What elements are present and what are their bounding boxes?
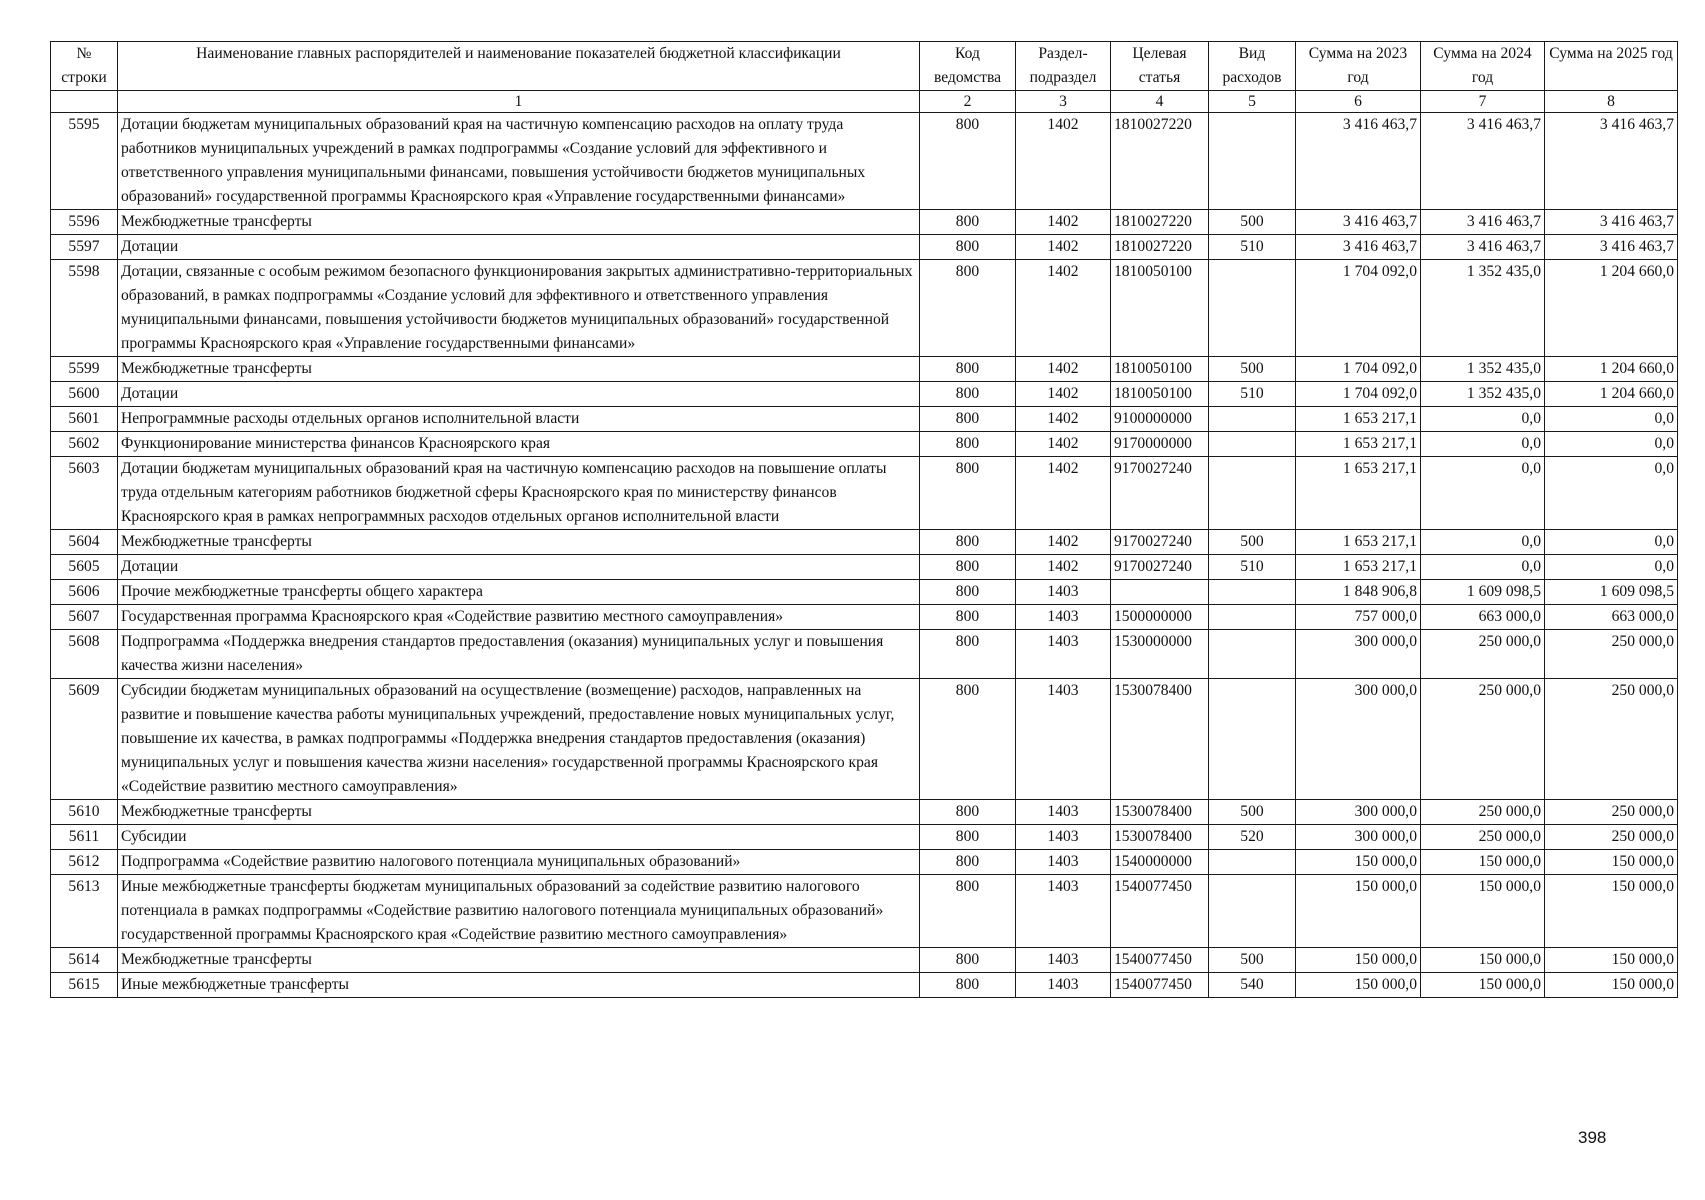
- expense-kind: 500: [1209, 948, 1296, 973]
- sum-2025: 0,0: [1545, 407, 1678, 432]
- sum-2024: 0,0: [1421, 457, 1545, 530]
- sum-2023: 1 848 906,8: [1296, 580, 1421, 605]
- sum-2024: 250 000,0: [1421, 800, 1545, 825]
- target-code: 1540077450: [1111, 973, 1209, 998]
- sum-2025: 663 000,0: [1545, 605, 1678, 630]
- item-name: Дотации: [118, 555, 920, 580]
- dept-code: 800: [920, 357, 1016, 382]
- header-section: Раздел-подраздел: [1016, 42, 1111, 91]
- sum-2024: 150 000,0: [1421, 875, 1545, 948]
- table-row: [51, 407, 1678, 432]
- item-name: Дотации бюджетам муниципальных образований края на частичную компенсацию расходов на повышение оплаты труда отдельным категориям работников бюджетной сферы Красноярского края по министерству финансов Красноярского края в рамках непрограммных расходов отдельных органов исполнительной власти: [118, 457, 920, 530]
- section-code: 1402: [1016, 357, 1111, 382]
- sum-2023: 1 653 217,1: [1296, 530, 1421, 555]
- sum-2025: 0,0: [1545, 555, 1678, 580]
- section-code: 1402: [1016, 235, 1111, 260]
- expense-kind: [1209, 113, 1296, 210]
- target-code: 9170027240: [1111, 555, 1209, 580]
- row-number: 5606: [51, 580, 118, 605]
- dept-code: 800: [920, 530, 1016, 555]
- sum-2025: 3 416 463,7: [1545, 210, 1678, 235]
- sum-2023: 150 000,0: [1296, 850, 1421, 875]
- row-number: 5615: [51, 973, 118, 998]
- budget-table-page: [50, 41, 1678, 998]
- expense-kind: [1209, 407, 1296, 432]
- sum-2024: 250 000,0: [1421, 630, 1545, 679]
- row-number: 5597: [51, 235, 118, 260]
- sum-2023: 150 000,0: [1296, 875, 1421, 948]
- sum-2024: 150 000,0: [1421, 850, 1545, 875]
- page-number: 398: [1578, 1128, 1607, 1147]
- section-code: 1402: [1016, 260, 1111, 357]
- dept-code: 800: [920, 875, 1016, 948]
- header-kind: Вид расходов: [1209, 42, 1296, 91]
- section-code: 1403: [1016, 875, 1111, 948]
- item-name: Дотации бюджетам муниципальных образований края на частичную компенсацию расходов на оплату труда работников муниципальных учреждений в рамках подпрограммы «Создание условий для эффективного и ответственного управления муниципальными финансами, повышения устойчивости бюджетов муниципальных образований» государственной программы Красноярского края «Управление государственными финансами»: [118, 113, 920, 210]
- header-sum-2023: Сумма на 2023 год: [1296, 42, 1421, 91]
- sum-2023: 1 653 217,1: [1296, 407, 1421, 432]
- table-row: [51, 580, 1678, 605]
- header-sum-2025: Сумма на 2025 год: [1545, 42, 1678, 91]
- column-index: 1: [118, 91, 920, 113]
- section-code: 1403: [1016, 580, 1111, 605]
- target-code: 1810027220: [1111, 235, 1209, 260]
- target-code: 9170000000: [1111, 432, 1209, 457]
- sum-2023: 1 704 092,0: [1296, 260, 1421, 357]
- sum-2023: 300 000,0: [1296, 825, 1421, 850]
- item-name: Межбюджетные трансферты: [118, 530, 920, 555]
- sum-2025: 250 000,0: [1545, 630, 1678, 679]
- target-code: 1530000000: [1111, 630, 1209, 679]
- expense-kind: 510: [1209, 382, 1296, 407]
- sum-2023: 150 000,0: [1296, 973, 1421, 998]
- sum-2023: 757 000,0: [1296, 605, 1421, 630]
- table-body: [51, 113, 1678, 998]
- row-number: 5611: [51, 825, 118, 850]
- expense-kind: [1209, 875, 1296, 948]
- header-sum-2024: Сумма на 2024 год: [1421, 42, 1545, 91]
- dept-code: 800: [920, 605, 1016, 630]
- row-number: 5595: [51, 113, 118, 210]
- table-row: [51, 605, 1678, 630]
- table-row: [51, 825, 1678, 850]
- sum-2024: 150 000,0: [1421, 948, 1545, 973]
- budget-table: [50, 41, 1678, 998]
- table-row: [51, 357, 1678, 382]
- row-number: 5598: [51, 260, 118, 357]
- target-code: 1810050100: [1111, 382, 1209, 407]
- row-number: 5603: [51, 457, 118, 530]
- row-number: 5601: [51, 407, 118, 432]
- target-code: 1810027220: [1111, 113, 1209, 210]
- table-row: [51, 432, 1678, 457]
- item-name: Подпрограмма «Поддержка внедрения стандартов предоставления (оказания) муниципальных услуг и повышения качества жизни населения»: [118, 630, 920, 679]
- sum-2024: 250 000,0: [1421, 679, 1545, 800]
- header-row-no: № строки: [51, 42, 118, 91]
- row-number: 5607: [51, 605, 118, 630]
- row-number: 5596: [51, 210, 118, 235]
- section-code: 1403: [1016, 605, 1111, 630]
- dept-code: 800: [920, 580, 1016, 605]
- sum-2023: 1 653 217,1: [1296, 555, 1421, 580]
- expense-kind: 510: [1209, 555, 1296, 580]
- row-number: 5604: [51, 530, 118, 555]
- sum-2023: 300 000,0: [1296, 630, 1421, 679]
- sum-2025: 3 416 463,7: [1545, 235, 1678, 260]
- sum-2023: 1 704 092,0: [1296, 382, 1421, 407]
- sum-2025: 0,0: [1545, 457, 1678, 530]
- table-row: [51, 630, 1678, 679]
- sum-2025: 250 000,0: [1545, 825, 1678, 850]
- sum-2024: 0,0: [1421, 555, 1545, 580]
- section-code: 1402: [1016, 382, 1111, 407]
- target-code: [1111, 580, 1209, 605]
- sum-2024: 1 352 435,0: [1421, 382, 1545, 407]
- expense-kind: 520: [1209, 825, 1296, 850]
- dept-code: 800: [920, 432, 1016, 457]
- target-code: 1530078400: [1111, 800, 1209, 825]
- dept-code: 800: [920, 260, 1016, 357]
- row-number: 5614: [51, 948, 118, 973]
- expense-kind: 510: [1209, 235, 1296, 260]
- table-row: [51, 113, 1678, 210]
- sum-2024: 1 352 435,0: [1421, 357, 1545, 382]
- row-number: 5613: [51, 875, 118, 948]
- table-row: [51, 875, 1678, 948]
- item-name: Прочие межбюджетные трансферты общего характера: [118, 580, 920, 605]
- column-index-row: [51, 91, 1678, 113]
- item-name: Подпрограмма «Содействие развитию налогового потенциала муниципальных образований»: [118, 850, 920, 875]
- expense-kind: 500: [1209, 210, 1296, 235]
- item-name: Межбюджетные трансферты: [118, 948, 920, 973]
- sum-2023: 3 416 463,7: [1296, 235, 1421, 260]
- dept-code: 800: [920, 630, 1016, 679]
- sum-2025: 3 416 463,7: [1545, 113, 1678, 210]
- expense-kind: 500: [1209, 357, 1296, 382]
- row-number: 5600: [51, 382, 118, 407]
- sum-2023: 300 000,0: [1296, 679, 1421, 800]
- table-header: [51, 42, 1678, 113]
- sum-2024: 0,0: [1421, 407, 1545, 432]
- sum-2025: 250 000,0: [1545, 800, 1678, 825]
- expense-kind: 500: [1209, 800, 1296, 825]
- section-code: 1403: [1016, 630, 1111, 679]
- table-row: [51, 800, 1678, 825]
- sum-2024: 3 416 463,7: [1421, 113, 1545, 210]
- sum-2024: 0,0: [1421, 432, 1545, 457]
- item-name: Субсидии бюджетам муниципальных образований на осуществление (возмещение) расходов, направленных на развитие и повышение качества работы муниципальных учреждений, предоставление новых муниципальных услуг, повышение их качества, в рамках подпрограммы «Поддержка внедрения стандартов предоставления (оказания) муниципальных услуг и повышения качества жизни населения» государственной программы Красноярского края «Содействие развитию местного самоуправления»: [118, 679, 920, 800]
- sum-2025: 150 000,0: [1545, 973, 1678, 998]
- row-number: 5605: [51, 555, 118, 580]
- target-code: 1500000000: [1111, 605, 1209, 630]
- row-number: 5609: [51, 679, 118, 800]
- expense-kind: 540: [1209, 973, 1296, 998]
- target-code: 1810050100: [1111, 260, 1209, 357]
- item-name: Непрограммные расходы отдельных органов исполнительной власти: [118, 407, 920, 432]
- table-row: [51, 555, 1678, 580]
- item-name: Дотации: [118, 235, 920, 260]
- dept-code: 800: [920, 800, 1016, 825]
- expense-kind: [1209, 850, 1296, 875]
- section-code: 1403: [1016, 948, 1111, 973]
- item-name: Государственная программа Красноярского края «Содействие развитию местного самоуправления»: [118, 605, 920, 630]
- sum-2023: 1 653 217,1: [1296, 457, 1421, 530]
- section-code: 1402: [1016, 432, 1111, 457]
- dept-code: 800: [920, 210, 1016, 235]
- sum-2024: 3 416 463,7: [1421, 235, 1545, 260]
- sum-2025: 1 204 660,0: [1545, 382, 1678, 407]
- sum-2024: 150 000,0: [1421, 973, 1545, 998]
- table-row: [51, 973, 1678, 998]
- sum-2024: 0,0: [1421, 530, 1545, 555]
- table-row: [51, 948, 1678, 973]
- expense-kind: [1209, 432, 1296, 457]
- dept-code: 800: [920, 382, 1016, 407]
- sum-2025: 0,0: [1545, 432, 1678, 457]
- target-code: 9170027240: [1111, 457, 1209, 530]
- row-number: 5612: [51, 850, 118, 875]
- sum-2024: 250 000,0: [1421, 825, 1545, 850]
- table-row: [51, 382, 1678, 407]
- section-code: 1402: [1016, 555, 1111, 580]
- item-name: Иные межбюджетные трансферты: [118, 973, 920, 998]
- dept-code: 800: [920, 235, 1016, 260]
- sum-2023: 1 653 217,1: [1296, 432, 1421, 457]
- table-row: [51, 235, 1678, 260]
- column-index: 4: [1111, 91, 1209, 113]
- dept-code: 800: [920, 457, 1016, 530]
- target-code: 1540077450: [1111, 948, 1209, 973]
- section-code: 1403: [1016, 679, 1111, 800]
- sum-2024: 1 609 098,5: [1421, 580, 1545, 605]
- expense-kind: 500: [1209, 530, 1296, 555]
- row-number: 5599: [51, 357, 118, 382]
- target-code: 1810027220: [1111, 210, 1209, 235]
- sum-2023: 3 416 463,7: [1296, 113, 1421, 210]
- expense-kind: [1209, 260, 1296, 357]
- target-code: 1530078400: [1111, 679, 1209, 800]
- section-code: 1402: [1016, 113, 1111, 210]
- sum-2025: 0,0: [1545, 530, 1678, 555]
- dept-code: 800: [920, 113, 1016, 210]
- sum-2024: 1 352 435,0: [1421, 260, 1545, 357]
- expense-kind: [1209, 679, 1296, 800]
- table-row: [51, 850, 1678, 875]
- expense-kind: [1209, 457, 1296, 530]
- dept-code: 800: [920, 973, 1016, 998]
- section-code: 1402: [1016, 407, 1111, 432]
- column-index: 5: [1209, 91, 1296, 113]
- item-name: Межбюджетные трансферты: [118, 800, 920, 825]
- item-name: Межбюджетные трансферты: [118, 210, 920, 235]
- row-number: 5610: [51, 800, 118, 825]
- target-code: 9100000000: [1111, 407, 1209, 432]
- table-row: [51, 457, 1678, 530]
- dept-code: 800: [920, 407, 1016, 432]
- expense-kind: [1209, 630, 1296, 679]
- table-row: [51, 210, 1678, 235]
- dept-code: 800: [920, 825, 1016, 850]
- item-name: Иные межбюджетные трансферты бюджетам муниципальных образований за содействие развитию налогового потенциала в рамках подпрограммы «Содействие развитию налогового потенциала муниципальных образований» государственной программы Красноярского края «Содействие развитию местного самоуправления»: [118, 875, 920, 948]
- item-name: Межбюджетные трансферты: [118, 357, 920, 382]
- target-code: 1530078400: [1111, 825, 1209, 850]
- sum-2023: 3 416 463,7: [1296, 210, 1421, 235]
- column-index: 6: [1296, 91, 1421, 113]
- table-row: [51, 260, 1678, 357]
- section-code: 1403: [1016, 800, 1111, 825]
- sum-2025: 1 204 660,0: [1545, 260, 1678, 357]
- sum-2023: 1 704 092,0: [1296, 357, 1421, 382]
- table-row: [51, 530, 1678, 555]
- expense-kind: [1209, 605, 1296, 630]
- target-code: 1810050100: [1111, 357, 1209, 382]
- header-row: [51, 42, 1678, 91]
- expense-kind: [1209, 580, 1296, 605]
- sum-2024: 663 000,0: [1421, 605, 1545, 630]
- sum-2024: 3 416 463,7: [1421, 210, 1545, 235]
- dept-code: 800: [920, 850, 1016, 875]
- dept-code: 800: [920, 555, 1016, 580]
- target-code: 1540077450: [1111, 875, 1209, 948]
- column-index: 3: [1016, 91, 1111, 113]
- section-code: 1402: [1016, 210, 1111, 235]
- sum-2025: 1 204 660,0: [1545, 357, 1678, 382]
- header-dept: Код ведомства: [920, 42, 1016, 91]
- dept-code: 800: [920, 948, 1016, 973]
- sum-2025: 150 000,0: [1545, 850, 1678, 875]
- table-row: [51, 679, 1678, 800]
- section-code: 1403: [1016, 973, 1111, 998]
- item-name: Дотации, связанные с особым режимом безопасного функционирования закрытых административно-территориальных образований, в рамках подпрограммы «Создание условий для эффективного и ответственного управления муниципальными финансами, повышения устойчивости бюджетов муниципальных образований» государственной программы Красноярского края «Управление государственными финансами»: [118, 260, 920, 357]
- sum-2025: 1 609 098,5: [1545, 580, 1678, 605]
- header-target: Целевая статья: [1111, 42, 1209, 91]
- column-index-blank: [51, 91, 118, 113]
- sum-2023: 300 000,0: [1296, 800, 1421, 825]
- row-number: 5602: [51, 432, 118, 457]
- section-code: 1402: [1016, 457, 1111, 530]
- target-code: 9170027240: [1111, 530, 1209, 555]
- dept-code: 800: [920, 679, 1016, 800]
- row-number: 5608: [51, 630, 118, 679]
- sum-2025: 150 000,0: [1545, 875, 1678, 948]
- column-index: 8: [1545, 91, 1678, 113]
- item-name: Дотации: [118, 382, 920, 407]
- section-code: 1402: [1016, 530, 1111, 555]
- sum-2025: 150 000,0: [1545, 948, 1678, 973]
- item-name: Субсидии: [118, 825, 920, 850]
- item-name: Функционирование министерства финансов Красноярского края: [118, 432, 920, 457]
- header-name: Наименование главных распорядителей и наименование показателей бюджетной классификации: [118, 42, 920, 91]
- section-code: 1403: [1016, 825, 1111, 850]
- column-index: 7: [1421, 91, 1545, 113]
- column-index: 2: [920, 91, 1016, 113]
- section-code: 1403: [1016, 850, 1111, 875]
- sum-2023: 150 000,0: [1296, 948, 1421, 973]
- sum-2025: 250 000,0: [1545, 679, 1678, 800]
- target-code: 1540000000: [1111, 850, 1209, 875]
